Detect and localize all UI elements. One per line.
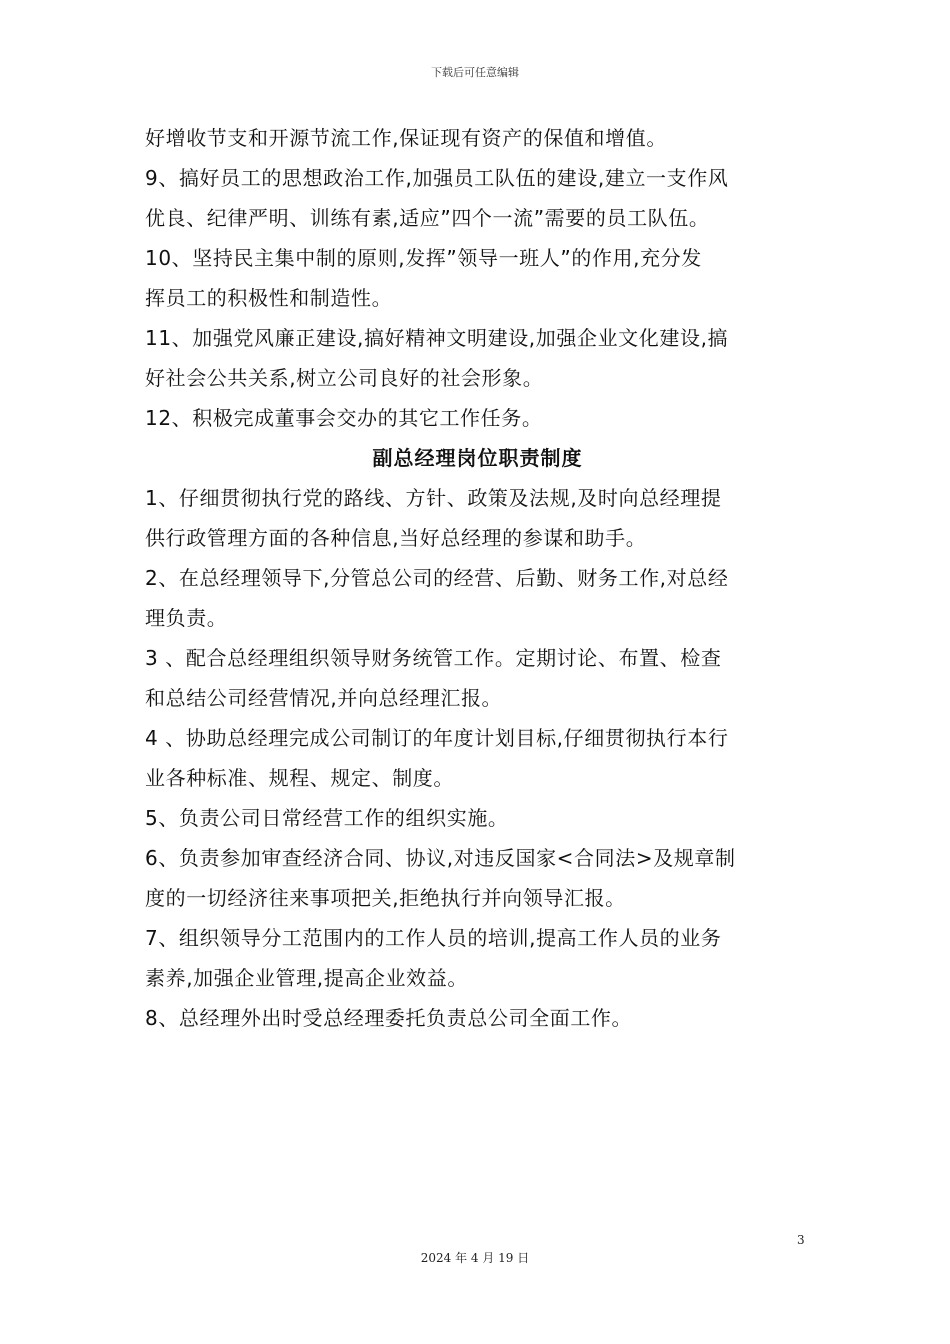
section-line: 度的一切经济往来事项把关,拒绝执行并向领导汇报。 — [145, 886, 626, 910]
footer-date: 2024 年 4 月 19 日 — [420, 1251, 530, 1265]
document-body — [145, 118, 810, 1038]
page-number: 3 — [797, 1233, 805, 1247]
section-line: 供行政管理方面的各种信息,当好总经理的参谋和助手。 — [145, 526, 647, 550]
section-line: 6、负责参加审查经济合同、协议,对违反国家<合同法>及规章制 — [145, 846, 736, 870]
section-line: 和总结公司经营情况,并向总经理汇报。 — [145, 686, 503, 710]
section-line: 4 、协助总经理完成公司制订的年度计划目标,仔细贯彻执行本行 — [145, 726, 729, 750]
section-line: 3 、配合总经理组织领导财务统管工作。定期讨论、布置、检查 — [145, 646, 722, 670]
section-line: 2、在总经理领导下,分管总公司的经营、后勤、财务工作,对总经 — [145, 566, 729, 590]
body-line: 好增收节支和开源节流工作,保证现有资产的保值和增值。 — [145, 126, 667, 150]
section-title: 副总经理岗位职责制度 — [372, 446, 583, 470]
section-line: 素养,加强企业管理,提高企业效益。 — [145, 966, 468, 990]
section-line: 1、仔细贯彻执行党的路线、方针、政策及法规,及时向总经理提 — [145, 486, 722, 510]
section-line: 业各种标准、规程、规定、制度。 — [145, 766, 454, 790]
body-line: 11、加强党风廉正建设,搞好精神文明建设,加强企业文化建设,搞 — [145, 326, 729, 350]
page-header: 下载后可任意编辑 — [431, 66, 519, 79]
body-line: 9、搞好员工的思想政治工作,加强员工队伍的建设,建立一支作风 — [145, 166, 729, 190]
body-line: 好社会公共关系,树立公司良好的社会形象。 — [145, 366, 544, 390]
section-line: 5、负责公司日常经营工作的组织实施。 — [145, 806, 509, 830]
body-line: 挥员工的积极性和制造性。 — [145, 286, 393, 310]
body-line: 10、坚持民主集中制的原则,发挥”领导一班人”的作用,充分发 — [145, 246, 702, 270]
section-line: 7、组织领导分工范围内的工作人员的培训,提高工作人员的业务 — [145, 926, 722, 950]
section-line: 理负责。 — [145, 606, 228, 630]
body-line: 优良、纪律严明、训练有素,适应”四个一流”需要的员工队伍。 — [145, 206, 710, 230]
body-line: 12、积极完成董事会交办的其它工作任务。 — [145, 406, 543, 430]
section-line: 8、总经理外出时受总经理委托负责总公司全面工作。 — [145, 1006, 633, 1030]
